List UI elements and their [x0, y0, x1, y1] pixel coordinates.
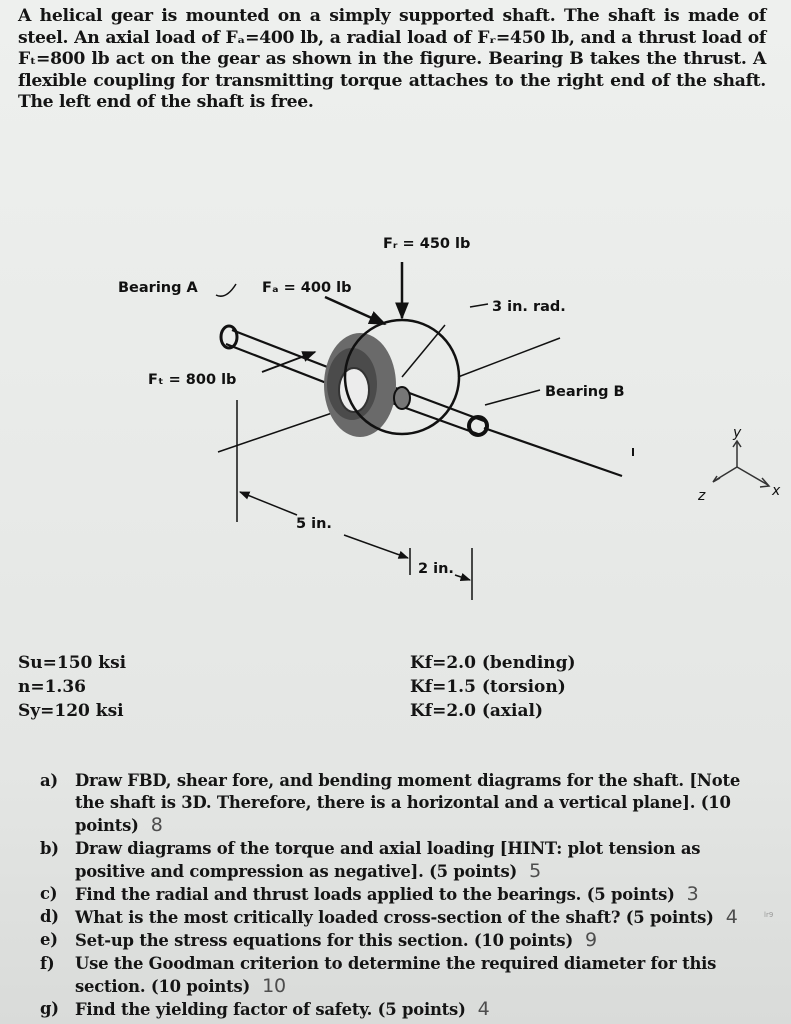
question-letter: c) — [40, 884, 58, 904]
question-letter: f) — [40, 953, 55, 973]
axis-y-label: y — [733, 425, 742, 441]
kf-torsion: Kf=1.5 (torsion) — [410, 677, 566, 697]
question-item — [40, 906, 760, 929]
handwritten-score: 4 — [725, 906, 738, 929]
gear-shaft-figure — [0, 228, 791, 618]
safety-factor: n=1.36 — [18, 677, 87, 697]
dim-2in-label: 2 in. — [418, 561, 454, 577]
shaft — [226, 330, 622, 476]
stress-concentration-factors — [410, 651, 576, 723]
handwritten-score: 9 — [585, 929, 597, 952]
yield-strength: Sy=120 ksi — [18, 701, 124, 721]
question-letter: e) — [40, 930, 58, 950]
question-letter: d) — [40, 907, 59, 927]
handwritten-score: 5 — [529, 859, 541, 882]
question-item — [40, 929, 760, 952]
dim-line-5in — [240, 492, 297, 515]
question-text: Find the radial and thrust loads applied to the bearings. (5 points) — [75, 885, 675, 905]
handwritten-score: 8 — [150, 814, 163, 837]
kf-bending: Kf=2.0 (bending) — [410, 653, 576, 673]
kf-axial: Kf=2.0 (axial) — [410, 701, 543, 721]
axial-force-arrow — [325, 297, 385, 324]
dim-line-5in-b — [344, 535, 408, 558]
question-item — [40, 953, 760, 998]
question-item — [40, 838, 760, 883]
axis-z-label: z — [698, 488, 706, 504]
question-text: Find the yielding factor of safety. (5 points) — [75, 1000, 466, 1020]
question-text: Use the Goodman criterion to determine the required diameter for this section. (10 points) — [75, 953, 717, 996]
bearing-a-label: Bearing A — [118, 280, 198, 296]
handwritten-score: 3 — [686, 883, 699, 906]
bearing-a-leader — [216, 284, 236, 296]
fa-label: Fₐ = 400 lb — [262, 280, 352, 296]
axis-x-label: x — [772, 483, 781, 499]
question-item — [40, 883, 760, 906]
bearing-b-leader — [485, 390, 540, 405]
question-text: What is the most critically loaded cross-section of the shaft? (5 points) — [75, 908, 714, 928]
reference-line — [458, 338, 560, 377]
question-letter: g) — [40, 999, 59, 1019]
handwritten-score: 10 — [262, 974, 286, 997]
radius-leader — [470, 304, 488, 307]
question-letter: a) — [40, 771, 58, 790]
radius-label: 3 in. rad. — [492, 299, 566, 315]
dim-line-2in — [455, 575, 470, 580]
question-list — [40, 770, 760, 1021]
ft-label: Fₜ = 800 lb — [148, 372, 237, 388]
ultimate-strength: Su=150 ksi — [18, 653, 127, 673]
question-letter: b) — [40, 838, 59, 858]
fr-label: Fᵣ = 450 lb — [383, 236, 471, 252]
material-properties — [18, 651, 126, 723]
question-text: Draw diagrams of the torque and axial loading [HINT: plot tension as positive and compression as negative]. (5 points) — [75, 838, 701, 881]
bearing-b-label: Bearing B — [545, 384, 625, 400]
handwritten-score: 4 — [477, 998, 490, 1021]
question-text: Set-up the stress equations for this section. (10 points) — [75, 931, 574, 951]
question-item — [40, 770, 760, 838]
helical-gear — [324, 320, 459, 437]
question-item — [40, 998, 760, 1021]
question-text: Draw FBD, shear fore, and bending moment diagrams for the shaft. [Note the shaft is 3D. Therefore, there is a horizontal and a vertical plane]. (10 points) — [75, 771, 741, 836]
axis-triad — [713, 441, 769, 487]
dim-5in-label: 5 in. — [296, 516, 332, 532]
problem-statement: A helical gear is mounted on a simply supported shaft. The shaft is made of steel. An axial load of Fₐ=400 lb, a radial load of Fᵣ=450 lb, and a thrust load of Fₜ=800 lb act on the gear as shown in the figure. Bearing B takes the thrust. A flexible coupling for transmitting torque attaches to the right end of the shaft. The left end of the shaft is free. — [18, 6, 766, 112]
margin-note: lr9 — [764, 911, 774, 919]
reference-line — [218, 412, 335, 452]
